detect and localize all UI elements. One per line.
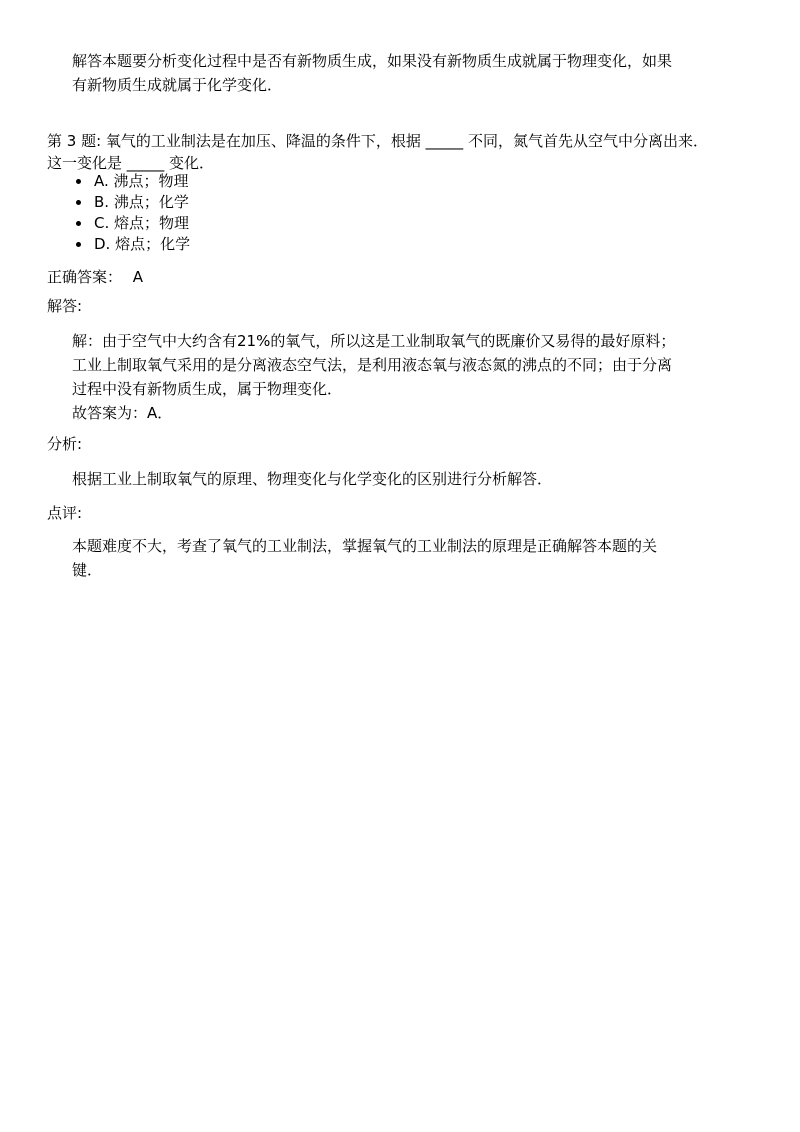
analysis-body <box>72 467 732 491</box>
comment-line-2: 键． <box>72 561 103 579</box>
answer-options <box>72 171 190 255</box>
solution-line-4: 故答案为：A． <box>72 404 173 422</box>
solution-line-2: 工业上制取氧气采用的是分离液态空气法，是利用液态氧与液态氮的沸点的不同；由于分离 <box>72 356 673 374</box>
solution-body <box>72 329 732 425</box>
question-stem <box>47 130 767 174</box>
solution-line-3: 过程中没有新物质生成，属于物理变化． <box>72 380 343 398</box>
solution-heading: 解答: <box>47 297 83 315</box>
option-b: • B. 沸点；化学 <box>92 192 190 213</box>
analysis-heading: 分析: <box>47 435 83 453</box>
question-stem-line-1: 第 3 题: 氧气的工业制法是在加压、降温的条件下，根据 _____ 不同，氮气首先从空气中分离出来． <box>47 132 708 150</box>
previous-solution-line-1: 解答本题要分析变化过程中是否有新物质生成，如果没有新物质生成就属于物理变化，如果 <box>72 52 673 70</box>
solution-line-1: 解：由于空气中大约含有21%的氧气，所以这是工业制取氧气的既廉价又易得的最好原料； <box>72 332 676 350</box>
question-stem-line-2: 这一变化是 _____ 变化． <box>47 154 215 172</box>
option-a: • A. 沸点；物理 <box>92 171 190 192</box>
option-c: • C. 熔点；物理 <box>92 213 190 234</box>
previous-solution <box>72 49 732 97</box>
previous-solution-line-2: 有新物质生成就属于化学变化． <box>72 76 283 94</box>
comment-line-1: 本题难度不大，考查了氧气的工业制法，掌握氧气的工业制法的原理是正确解答本题的关 <box>72 537 658 555</box>
correct-answer-value: A <box>132 268 144 286</box>
option-d: • D. 熔点；化学 <box>92 234 190 255</box>
correct-answer <box>47 267 143 287</box>
comment-body <box>72 534 732 582</box>
comment-heading: 点评: <box>47 504 83 522</box>
analysis-line-1: 根据工业上制取氧气的原理、物理变化与化学变化的区别进行分析解答． <box>72 470 553 488</box>
correct-answer-label: 正确答案： <box>47 268 123 286</box>
